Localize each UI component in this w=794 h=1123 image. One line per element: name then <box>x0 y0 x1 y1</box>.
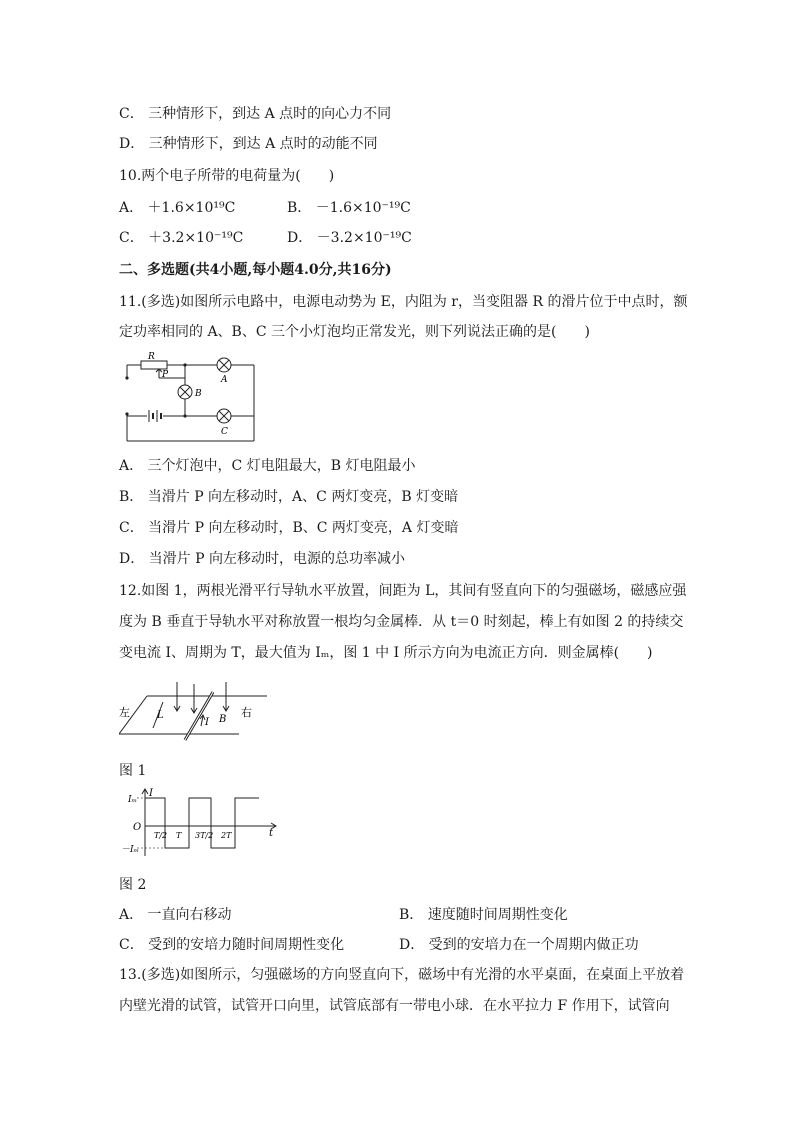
q11-stem-line1: 11.(多选)如图所示电路中，电源电动势为 E，内阻为 r，当变阻器 R 的滑片位于中点时，额 <box>119 294 688 310</box>
q10-option-a: A． ＋1.6×10¹⁹C <box>119 200 236 216</box>
fig2-tick-half-t: T/2 <box>154 831 168 840</box>
fig2-label-origin: O <box>133 822 142 833</box>
fig2-label-neg-im: －Iₘ <box>121 845 140 855</box>
q12-option-d: D． 受到的安培力在一个周期内做正功 <box>399 937 639 953</box>
q10-option-b: B． －1.6×10⁻¹⁹C <box>287 200 411 216</box>
q12-option-a: A． 一直向右移动 <box>119 907 232 923</box>
q12-stem-line1: 12.如图 1，两根光滑平行导轨水平放置，间距为 L，其间有竖直向下的匀强磁场，磁感应强 <box>119 583 687 599</box>
q11-circuit-figure <box>119 352 259 444</box>
q10-option-c: C． ＋3.2×10⁻¹⁹C <box>119 230 244 246</box>
fig-label-c: C <box>221 427 228 437</box>
fig2-label-t: t <box>269 828 274 839</box>
q13-stem-line2: 内壁光滑的试管，试管开口向里，试管底部有一带电小球．在水平拉力 F 作用下，试管向 <box>119 998 670 1014</box>
fig1-label-b: B <box>219 714 227 725</box>
fig2-label-im: Iₘ <box>128 795 138 805</box>
fig1-caption: 图 1 <box>119 763 147 779</box>
fig-label-p: P <box>162 370 169 380</box>
fig1-label-right: 右 <box>241 706 252 719</box>
fig1-label-i: I <box>205 717 209 728</box>
q10-option-d: D． －3.2×10⁻¹⁹C <box>287 230 412 246</box>
fig-label-b: B <box>195 389 202 399</box>
q12-figure-1 <box>119 680 269 742</box>
q13-stem-line1: 13.(多选)如图所示，匀强磁场的方向竖直向下，磁场中有光滑的水平桌面，在桌面上平放着 <box>119 967 685 983</box>
fig2-caption: 图 2 <box>119 877 147 893</box>
fig-label-a: A <box>221 375 228 385</box>
q9-option-c: C． 三种情形下，到达 A 点时的向心力不同 <box>119 106 392 122</box>
q11-option-c: C． 当滑片 P 向左移动时，B、C 两灯变亮，A 灯变暗 <box>119 520 459 536</box>
fig2-tick-t: T <box>176 831 182 840</box>
q11-option-d: D． 当滑片 P 向左移动时，电源的总功率减小 <box>119 551 405 567</box>
q12-option-c: C． 受到的安培力随时间周期性变化 <box>119 937 345 953</box>
q11-option-a: A． 三个灯泡中，C 灯电阻最大，B 灯电阻最小 <box>119 458 416 474</box>
q9-option-d: D． 三种情形下，到达 A 点时的动能不同 <box>119 136 378 152</box>
fig2-tick-two-t: 2T <box>221 831 232 840</box>
q11-stem-line2: 定功率相同的 A、B、C 三个小灯泡均正常发光，则下列说法正确的是( ) <box>119 324 590 340</box>
q12-stem-line2: 度为 B 垂直于导轨水平对称放置一根均匀金属棒．从 t＝0 时刻起，棒上有如图 2 的持续交 <box>119 614 684 630</box>
fig1-label-l: L <box>157 710 164 721</box>
q12-figure-2 <box>119 786 279 858</box>
q11-option-b: B． 当滑片 P 向左移动时，A、C 两灯变亮，B 灯变暗 <box>119 489 459 505</box>
fig2-tick-three-half-t: 3T/2 <box>195 831 214 840</box>
section-heading: 二、多选题(共4小题,每小题4.0分,共16分) <box>119 262 392 278</box>
q12-option-b: B． 速度随时间周期性变化 <box>399 907 568 923</box>
fig-label-r: R <box>148 352 155 362</box>
q12-stem-line3: 变电流 I、周期为 T，最大值为 Iₘ，图 1 中 I 所示方向为电流正方向．则金属棒( ) <box>119 645 653 661</box>
fig2-label-i: I <box>149 788 153 799</box>
fig1-label-left: 左 <box>119 706 130 719</box>
q10-stem: 10.两个电子所带的电荷量为( ) <box>119 168 335 184</box>
